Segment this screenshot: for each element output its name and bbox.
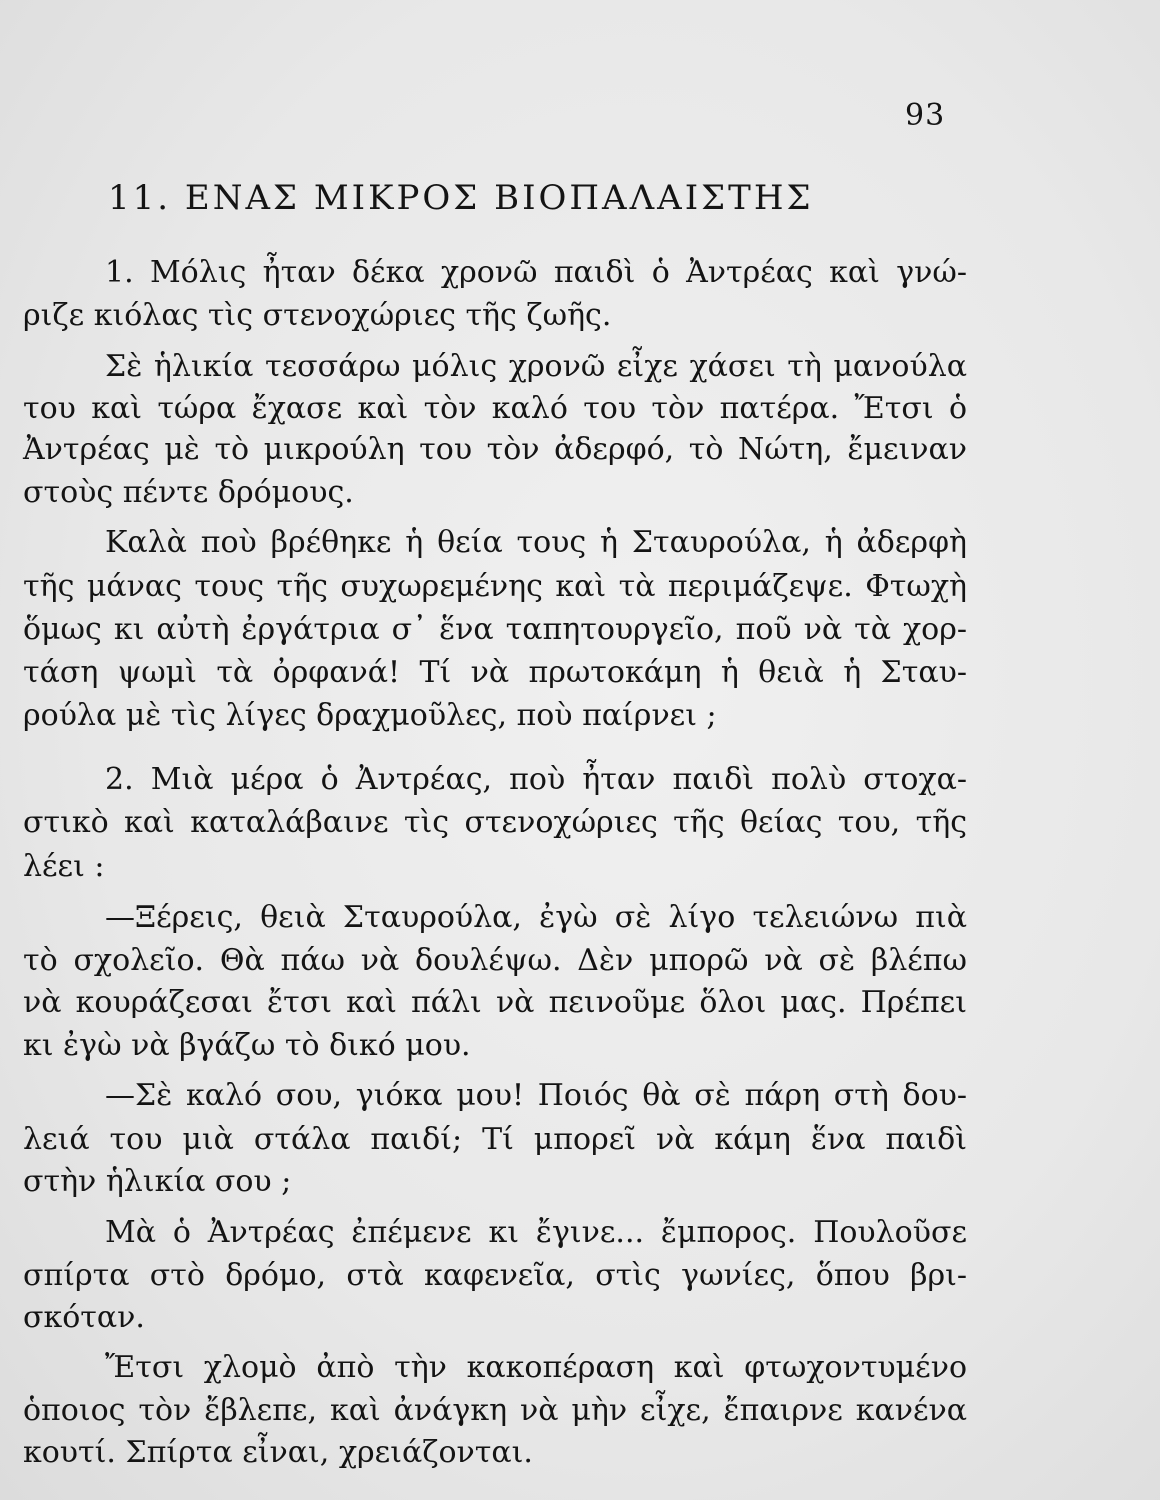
text-line: κι ἐγὼ νὰ βγάζω τὸ δικό μου. [23, 1027, 471, 1063]
text-line: 2. Μιὰ μέρα ὁ Ἀντρέας, ποὺ ἦταν παιδὶ πολὺ στοχα- [105, 762, 967, 798]
text-line: —Ξέρεις, θειὰ Σταυρούλα, ἐγὼ σὲ λίγο τελειώνω πιὰ [105, 900, 967, 936]
text-line: Ἀντρέας μὲ τὸ μικρούλη του τὸν ἀδερφό, τὸ Νώτη, ἔμειναν [23, 432, 967, 467]
text-line: λειά του μιὰ στάλα παιδί; Τί μπορεῖ νὰ κάμη ἕνα παιδὶ [23, 1121, 967, 1157]
text-line: ριζε κιόλας τὶς στενοχώριες τῆς ζωῆς. [23, 298, 612, 334]
text-line: ὁποιος τὸν ἔβλεπε, καὶ ἀνάγκη νὰ μὴν εἶχε, ἔπαιρνε κανένα [23, 1392, 967, 1428]
text-line: ρούλα μὲ τὶς λίγες δραχμοῦλες, ποὺ παίρνει ; [23, 697, 717, 733]
text-line: σκόταν. [23, 1300, 145, 1336]
page-number: 93 [905, 98, 946, 133]
text-line: ὅμως κι αὐτὴ ἐργάτρια σ᾿ ἕνα ταπητουργεῖο, ποῦ νὰ τὰ χορ- [23, 611, 967, 647]
text-line: κουτί. Σπίρτα εἶναι, χρειάζονται. [23, 1435, 533, 1470]
text-line: τῆς μάνας τους τῆς συχωρεμένης καὶ τὰ περιμάζεψε. Φτωχὴ [23, 569, 967, 605]
text-line: τάση ψωμὶ τὰ ὀρφανά! Τί νὰ πρωτοκάμη ἡ θειὰ ἡ Σταυ- [23, 655, 967, 691]
text-line: στικὸ καὶ καταλάβαινε τὶς στενοχώριες τῆς θείας του, τῆς [23, 805, 967, 841]
chapter-title: 11. ΕΝΑΣ ΜΙΚΡΟΣ ΒΙΟΠΑΛΑΙΣΤΗΣ [108, 178, 814, 218]
text-line: του καὶ τώρα ἔχασε καὶ τὸν καλό του τὸν πατέρα. Ἔτσι ὁ [23, 390, 967, 426]
text-line: 1. Μόλις ἦταν δέκα χρονῶ παιδὶ ὁ Ἀντρέας καὶ γνώ- [105, 255, 967, 290]
text-line: νὰ κουράζεσαι ἔτσι καὶ πάλι νὰ πεινοῦμε ὅλοι μας. Πρέπει [23, 985, 967, 1021]
text-line: Σὲ ἡλικία τεσσάρω μόλις χρονῶ εἶχε χάσει τὴ μανούλα [105, 349, 967, 385]
text-line: λέει : [23, 848, 105, 884]
text-line: Ἔτσι χλομὸ ἀπὸ τὴν κακοπέραση καὶ φτωχοντυμένο [105, 1350, 967, 1386]
text-line: —Σὲ καλό σου, γιόκα μου! Ποιός θὰ σὲ πάρη στὴ δου- [105, 1078, 967, 1114]
text-line: στὴν ἡλικία σου ; [23, 1163, 292, 1199]
text-line: σπίρτα στὸ δρόμο, στὰ καφενεῖα, στὶς γωνίες, ὅπου βρι- [23, 1258, 967, 1293]
text-line: στοὺς πέντε δρόμους. [23, 475, 354, 511]
text-line: Μὰ ὁ Ἀντρέας ἐπέμενε κι ἔγινε... ἔμπορος. Πουλοῦσε [105, 1214, 967, 1250]
text-line: τὸ σχολεῖο. Θὰ πάω νὰ δουλέψω. Δὲν μπορῶ νὰ σὲ βλέπω [23, 942, 967, 978]
text-line: Καλὰ ποὺ βρέθηκε ἡ θεία τους ἡ Σταυρούλα, ἡ ἀδερφὴ [105, 525, 967, 561]
